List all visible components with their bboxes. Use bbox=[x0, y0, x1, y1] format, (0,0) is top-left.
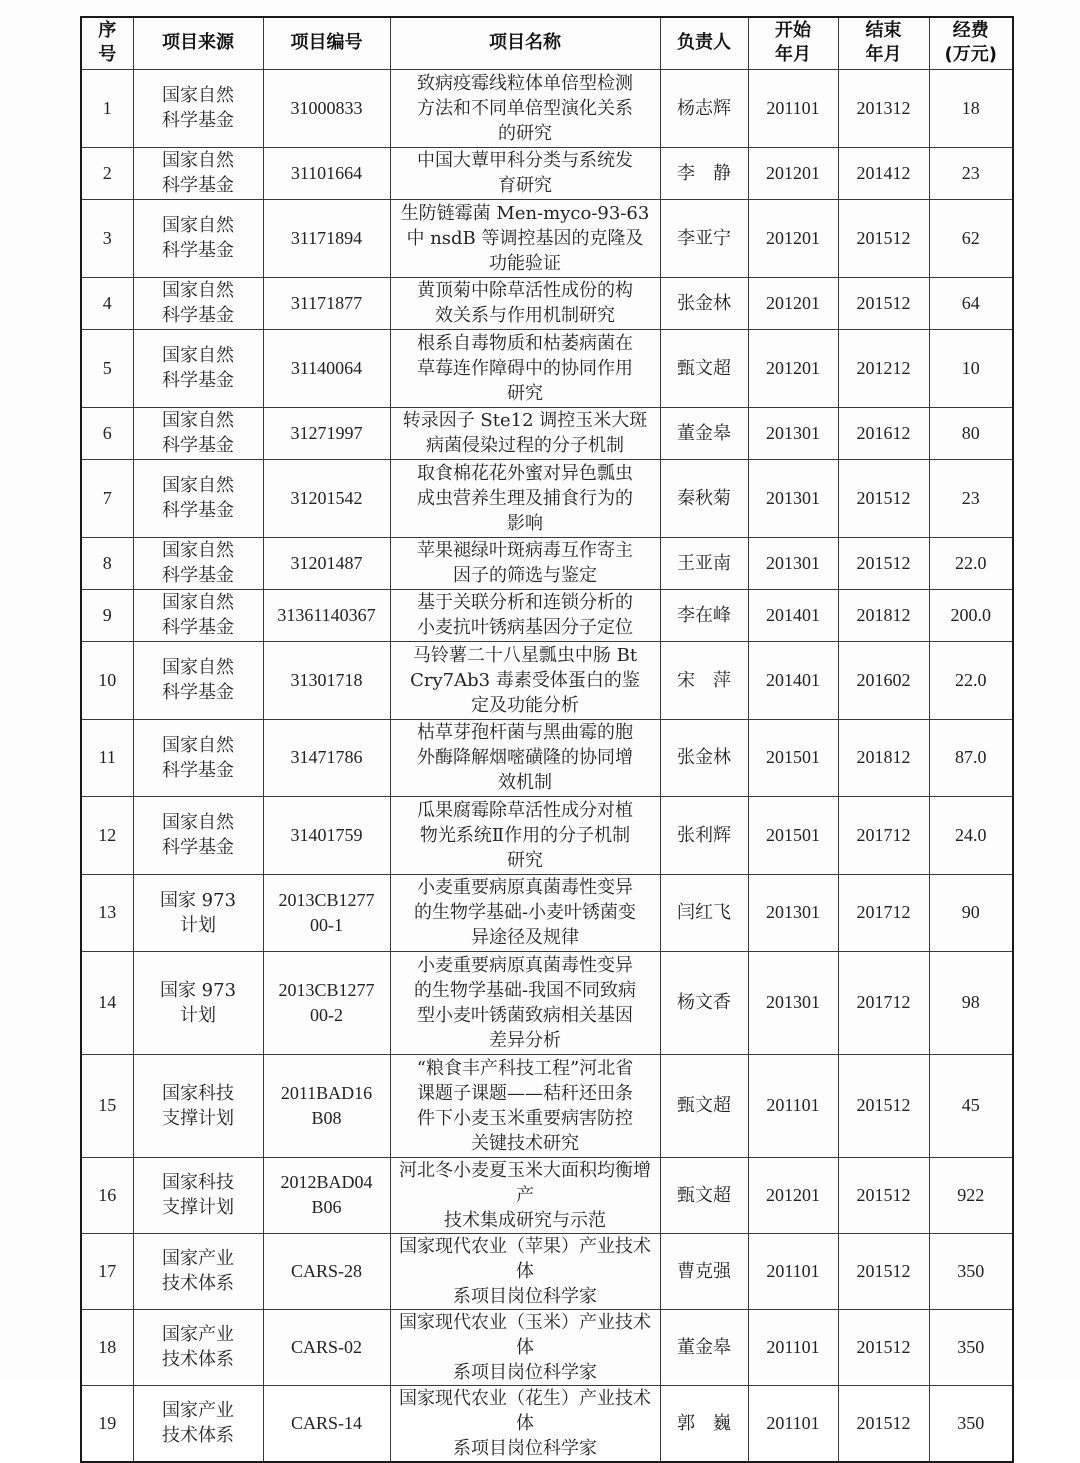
cell-end: 201812 bbox=[838, 719, 929, 796]
cell-code: 2013CB1277 00-2 bbox=[263, 951, 390, 1054]
header-source: 项目来源 bbox=[133, 17, 263, 69]
cell-code: CARS-28 bbox=[263, 1233, 390, 1309]
header-start: 开始 年月 bbox=[748, 17, 838, 69]
cell-end: 201712 bbox=[838, 951, 929, 1054]
cell-code: CARS-14 bbox=[263, 1385, 390, 1462]
cell-leader: 甄文超 bbox=[660, 329, 748, 407]
cell-no: 11 bbox=[81, 719, 133, 796]
cell-end: 201512 bbox=[838, 537, 929, 589]
cell-end: 201512 bbox=[838, 1054, 929, 1157]
table-row bbox=[81, 589, 1013, 641]
cell-leader: 闫红飞 bbox=[660, 874, 748, 951]
cell-fund: 62 bbox=[929, 199, 1013, 277]
cell-start: 201201 bbox=[748, 1157, 838, 1233]
cell-source: 国家自然 科学基金 bbox=[133, 407, 263, 459]
cell-name: 转录因子 Ste12 调控玉米大斑 病菌侵染过程的分子机制 bbox=[390, 407, 660, 459]
cell-start: 201101 bbox=[748, 1385, 838, 1462]
cell-code: 31171877 bbox=[263, 277, 390, 329]
cell-source: 国家自然 科学基金 bbox=[133, 719, 263, 796]
cell-start: 201201 bbox=[748, 199, 838, 277]
header-row bbox=[81, 17, 1013, 69]
project-table bbox=[80, 16, 1014, 1463]
cell-end: 201812 bbox=[838, 589, 929, 641]
table-row bbox=[81, 1309, 1013, 1385]
cell-end: 201512 bbox=[838, 277, 929, 329]
cell-source: 国家产业 技术体系 bbox=[133, 1385, 263, 1462]
cell-source: 国家 973 计划 bbox=[133, 874, 263, 951]
header-no: 序 号 bbox=[81, 17, 133, 69]
cell-start: 201201 bbox=[748, 147, 838, 199]
cell-leader: 甄文超 bbox=[660, 1157, 748, 1233]
cell-fund: 922 bbox=[929, 1157, 1013, 1233]
cell-no: 9 bbox=[81, 589, 133, 641]
cell-fund: 98 bbox=[929, 951, 1013, 1054]
cell-end: 201412 bbox=[838, 147, 929, 199]
cell-name: 小麦重要病原真菌毒性变异 的生物学基础-小麦叶锈菌变 异途径及规律 bbox=[390, 874, 660, 951]
table-row bbox=[81, 69, 1013, 147]
cell-name: 中国大蕈甲科分类与系统发 育研究 bbox=[390, 147, 660, 199]
cell-name: “粮食丰产科技工程”河北省 课题子课题——秸秆还田条 件下小麦玉米重要病害防控 关键技术研究 bbox=[390, 1054, 660, 1157]
cell-leader: 郭 巍 bbox=[660, 1385, 748, 1462]
cell-start: 201201 bbox=[748, 329, 838, 407]
cell-code: 31271997 bbox=[263, 407, 390, 459]
cell-fund: 87.0 bbox=[929, 719, 1013, 796]
cell-start: 201301 bbox=[748, 407, 838, 459]
cell-name: 枯草芽孢杆菌与黑曲霉的胞 外酶降解烟嘧磺隆的协同增 效机制 bbox=[390, 719, 660, 796]
cell-end: 201612 bbox=[838, 407, 929, 459]
cell-code: CARS-02 bbox=[263, 1309, 390, 1385]
cell-no: 10 bbox=[81, 641, 133, 719]
cell-leader: 杨志辉 bbox=[660, 69, 748, 147]
cell-code: 31301718 bbox=[263, 641, 390, 719]
cell-end: 201512 bbox=[838, 1309, 929, 1385]
cell-leader: 李在峰 bbox=[660, 589, 748, 641]
cell-leader: 王亚南 bbox=[660, 537, 748, 589]
table-row bbox=[81, 1385, 1013, 1462]
cell-source: 国家产业 技术体系 bbox=[133, 1309, 263, 1385]
cell-no: 2 bbox=[81, 147, 133, 199]
cell-fund: 350 bbox=[929, 1233, 1013, 1309]
cell-name: 国家现代农业（玉米）产业技术体 系项目岗位科学家 bbox=[390, 1309, 660, 1385]
cell-name: 河北冬小麦夏玉米大面积均衡增产 技术集成研究与示范 bbox=[390, 1157, 660, 1233]
cell-start: 201101 bbox=[748, 69, 838, 147]
header-name: 项目名称 bbox=[390, 17, 660, 69]
table-body bbox=[81, 69, 1013, 1462]
cell-start: 201501 bbox=[748, 796, 838, 874]
cell-source: 国家科技 支撑计划 bbox=[133, 1054, 263, 1157]
cell-code: 31201542 bbox=[263, 459, 390, 537]
cell-name: 致病疫霉线粒体单倍型检测 方法和不同单倍型演化关系 的研究 bbox=[390, 69, 660, 147]
cell-name: 国家现代农业（苹果）产业技术体 系项目岗位科学家 bbox=[390, 1233, 660, 1309]
cell-source: 国家自然 科学基金 bbox=[133, 69, 263, 147]
table-row bbox=[81, 459, 1013, 537]
table-row bbox=[81, 277, 1013, 329]
cell-name: 苹果褪绿叶斑病毒互作寄主 因子的筛选与鉴定 bbox=[390, 537, 660, 589]
cell-fund: 24.0 bbox=[929, 796, 1013, 874]
cell-source: 国家自然 科学基金 bbox=[133, 329, 263, 407]
cell-end: 201512 bbox=[838, 1233, 929, 1309]
cell-leader: 董金皋 bbox=[660, 407, 748, 459]
cell-leader: 张金林 bbox=[660, 719, 748, 796]
cell-code: 2011BAD16 B08 bbox=[263, 1054, 390, 1157]
cell-code: 31171894 bbox=[263, 199, 390, 277]
cell-code: 31401759 bbox=[263, 796, 390, 874]
cell-fund: 350 bbox=[929, 1385, 1013, 1462]
header-leader: 负责人 bbox=[660, 17, 748, 69]
table-row bbox=[81, 1233, 1013, 1309]
cell-name: 小麦重要病原真菌毒性变异 的生物学基础-我国不同致病 型小麦叶锈菌致病相关基因 差异分析 bbox=[390, 951, 660, 1054]
cell-end: 201712 bbox=[838, 796, 929, 874]
cell-name: 马铃薯二十八星瓢虫中肠 Bt Cry7Ab3 毒素受体蛋白的鉴 定及功能分析 bbox=[390, 641, 660, 719]
cell-leader: 甄文超 bbox=[660, 1054, 748, 1157]
cell-no: 7 bbox=[81, 459, 133, 537]
cell-leader: 李亚宁 bbox=[660, 199, 748, 277]
table-row bbox=[81, 719, 1013, 796]
table-row bbox=[81, 147, 1013, 199]
cell-fund: 22.0 bbox=[929, 537, 1013, 589]
cell-fund: 90 bbox=[929, 874, 1013, 951]
cell-start: 201101 bbox=[748, 1309, 838, 1385]
table-row bbox=[81, 407, 1013, 459]
cell-fund: 22.0 bbox=[929, 641, 1013, 719]
cell-leader: 杨文香 bbox=[660, 951, 748, 1054]
cell-start: 201301 bbox=[748, 537, 838, 589]
cell-start: 201301 bbox=[748, 874, 838, 951]
table-row bbox=[81, 796, 1013, 874]
cell-code: 31000833 bbox=[263, 69, 390, 147]
table-row bbox=[81, 1054, 1013, 1157]
cell-no: 17 bbox=[81, 1233, 133, 1309]
cell-source: 国家自然 科学基金 bbox=[133, 589, 263, 641]
cell-no: 6 bbox=[81, 407, 133, 459]
cell-end: 201602 bbox=[838, 641, 929, 719]
table-row bbox=[81, 874, 1013, 951]
table-row bbox=[81, 951, 1013, 1054]
cell-start: 201501 bbox=[748, 719, 838, 796]
cell-end: 201512 bbox=[838, 1157, 929, 1233]
cell-source: 国家自然 科学基金 bbox=[133, 199, 263, 277]
cell-leader: 张金林 bbox=[660, 277, 748, 329]
header-end: 结束 年月 bbox=[838, 17, 929, 69]
cell-source: 国家产业 技术体系 bbox=[133, 1233, 263, 1309]
table-row bbox=[81, 199, 1013, 277]
cell-name: 生防链霉菌 Men-myco-93-63 中 nsdB 等调控基因的克隆及 功能验证 bbox=[390, 199, 660, 277]
cell-no: 18 bbox=[81, 1309, 133, 1385]
cell-code: 31101664 bbox=[263, 147, 390, 199]
cell-no: 19 bbox=[81, 1385, 133, 1462]
cell-code: 31471786 bbox=[263, 719, 390, 796]
cell-fund: 10 bbox=[929, 329, 1013, 407]
cell-source: 国家自然 科学基金 bbox=[133, 796, 263, 874]
cell-name: 国家现代农业（花生）产业技术体 系项目岗位科学家 bbox=[390, 1385, 660, 1462]
cell-source: 国家自然 科学基金 bbox=[133, 147, 263, 199]
cell-end: 201712 bbox=[838, 874, 929, 951]
cell-end: 201512 bbox=[838, 199, 929, 277]
cell-source: 国家自然 科学基金 bbox=[133, 641, 263, 719]
cell-start: 201401 bbox=[748, 641, 838, 719]
cell-source: 国家自然 科学基金 bbox=[133, 537, 263, 589]
cell-start: 201101 bbox=[748, 1233, 838, 1309]
cell-no: 5 bbox=[81, 329, 133, 407]
cell-no: 1 bbox=[81, 69, 133, 147]
cell-source: 国家 973 计划 bbox=[133, 951, 263, 1054]
cell-leader: 李 静 bbox=[660, 147, 748, 199]
cell-code: 31361140367 bbox=[263, 589, 390, 641]
cell-source: 国家科技 支撑计划 bbox=[133, 1157, 263, 1233]
cell-no: 12 bbox=[81, 796, 133, 874]
header-fund: 经费 (万元) bbox=[929, 17, 1013, 69]
cell-leader: 宋 萍 bbox=[660, 641, 748, 719]
cell-fund: 200.0 bbox=[929, 589, 1013, 641]
cell-code: 31201487 bbox=[263, 537, 390, 589]
cell-name: 根系自毒物质和枯萎病菌在 草莓连作障碍中的协同作用 研究 bbox=[390, 329, 660, 407]
cell-source: 国家自然 科学基金 bbox=[133, 459, 263, 537]
cell-fund: 45 bbox=[929, 1054, 1013, 1157]
cell-end: 201212 bbox=[838, 329, 929, 407]
table-row bbox=[81, 641, 1013, 719]
cell-start: 201401 bbox=[748, 589, 838, 641]
cell-fund: 18 bbox=[929, 69, 1013, 147]
cell-no: 3 bbox=[81, 199, 133, 277]
cell-no: 14 bbox=[81, 951, 133, 1054]
cell-no: 4 bbox=[81, 277, 133, 329]
cell-end: 201312 bbox=[838, 69, 929, 147]
cell-source: 国家自然 科学基金 bbox=[133, 277, 263, 329]
cell-start: 201301 bbox=[748, 951, 838, 1054]
cell-name: 基于关联分析和连锁分析的 小麦抗叶锈病基因分子定位 bbox=[390, 589, 660, 641]
cell-fund: 23 bbox=[929, 459, 1013, 537]
cell-fund: 64 bbox=[929, 277, 1013, 329]
cell-code: 2013CB1277 00-1 bbox=[263, 874, 390, 951]
table-row bbox=[81, 1157, 1013, 1233]
cell-leader: 董金皋 bbox=[660, 1309, 748, 1385]
cell-name: 瓜果腐霉除草活性成分对植 物光系统Ⅱ作用的分子机制 研究 bbox=[390, 796, 660, 874]
table-row bbox=[81, 537, 1013, 589]
cell-leader: 秦秋菊 bbox=[660, 459, 748, 537]
cell-no: 13 bbox=[81, 874, 133, 951]
cell-fund: 80 bbox=[929, 407, 1013, 459]
cell-leader: 曹克强 bbox=[660, 1233, 748, 1309]
cell-no: 8 bbox=[81, 537, 133, 589]
cell-start: 201301 bbox=[748, 459, 838, 537]
cell-start: 201201 bbox=[748, 277, 838, 329]
cell-no: 15 bbox=[81, 1054, 133, 1157]
cell-end: 201512 bbox=[838, 459, 929, 537]
table-row bbox=[81, 329, 1013, 407]
cell-code: 2012BAD04 B06 bbox=[263, 1157, 390, 1233]
cell-name: 取食棉花花外蜜对异色瓢虫 成虫营养生理及捕食行为的 影响 bbox=[390, 459, 660, 537]
cell-code: 31140064 bbox=[263, 329, 390, 407]
cell-fund: 350 bbox=[929, 1309, 1013, 1385]
cell-no: 16 bbox=[81, 1157, 133, 1233]
cell-leader: 张利辉 bbox=[660, 796, 748, 874]
cell-fund: 23 bbox=[929, 147, 1013, 199]
cell-name: 黄顶菊中除草活性成份的构 效关系与作用机制研究 bbox=[390, 277, 660, 329]
header-code: 项目编号 bbox=[263, 17, 390, 69]
cell-end: 201512 bbox=[838, 1385, 929, 1462]
cell-start: 201101 bbox=[748, 1054, 838, 1157]
